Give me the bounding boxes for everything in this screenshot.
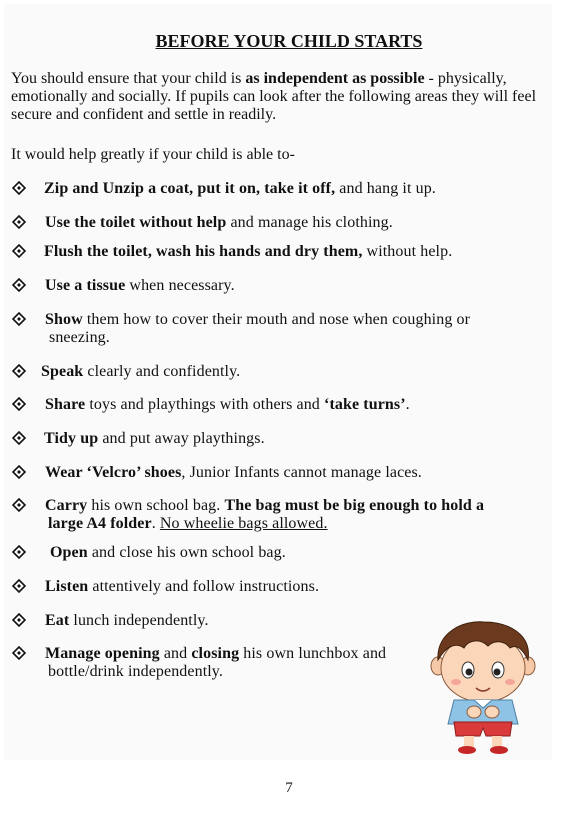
list-item-text-line2: sneezing.	[49, 329, 110, 346]
page-title: BEFORE YOUR CHILD STARTS	[155, 31, 423, 51]
item-bold: Wear ‘Velcro’ shoes	[45, 464, 182, 481]
item-rest: and hang it up.	[335, 180, 436, 197]
item-line2-bold: large A4 folder	[48, 515, 152, 532]
item-bold: Speak	[41, 363, 84, 380]
item-rest: clearly and confidently.	[83, 363, 241, 380]
item-rest: and put away playthings.	[98, 430, 265, 447]
intro-text-2: - physically, emotionally and socially. If pupils can look after the following areas they will feel secure and confident and settle in readily.	[11, 70, 537, 123]
list-item-text	[45, 497, 484, 515]
cartoon-boy-illustration	[424, 618, 542, 756]
list-item-text	[44, 430, 265, 448]
item-bold: Eat	[45, 612, 70, 629]
item-bold: Zip and Unzip a coat, put it on, take it off,	[44, 180, 336, 197]
item-bold-2: The bag must be big enough to hold a	[224, 497, 485, 514]
diamond-bullet-icon	[12, 465, 26, 479]
diamond-bullet-icon	[12, 278, 26, 292]
list-item-text	[45, 396, 410, 414]
item-rest: , Junior Infants cannot manage laces.	[181, 464, 422, 481]
item-bold: Tidy up	[44, 430, 99, 447]
list-item-text	[41, 363, 240, 381]
item-rest-2: .	[405, 396, 410, 413]
page-number: 7	[285, 780, 293, 796]
diamond-bullet-icon	[12, 215, 26, 229]
diamond-bullet-icon	[12, 312, 26, 326]
item-line2-underlined: No wheelie bags allowed.	[159, 515, 328, 532]
item-bold: Carry	[45, 497, 88, 514]
diamond-bullet-icon	[12, 431, 26, 445]
item-rest: and	[159, 645, 192, 662]
list-item-text	[45, 578, 319, 596]
diamond-bullet-icon	[12, 646, 26, 660]
item-bold: Use the toilet without help	[45, 214, 227, 231]
item-rest: toys and playthings with others and	[85, 396, 325, 413]
item-rest: attentively and follow instructions.	[88, 578, 320, 595]
item-rest-2: his own lunchbox and	[239, 645, 387, 662]
diamond-bullet-icon	[12, 181, 26, 195]
diamond-bullet-icon	[12, 364, 26, 378]
list-item-text	[50, 544, 286, 562]
list-item-text	[45, 612, 209, 630]
list-item-text	[45, 645, 386, 663]
item-rest: and close his own school bag.	[87, 544, 286, 561]
item-bold: Show	[45, 311, 83, 328]
item-bold: Use a tissue	[45, 277, 126, 294]
item-rest: lunch independently.	[69, 612, 209, 629]
list-item-text	[45, 214, 393, 232]
item-rest: his own school bag.	[87, 497, 225, 514]
diamond-bullet-icon	[12, 613, 26, 627]
item-rest: and manage his clothing.	[226, 214, 393, 231]
list-item-text	[45, 277, 235, 295]
diamond-bullet-icon	[12, 397, 26, 411]
intro-text-1: You should ensure that your child is	[11, 70, 246, 87]
item-bold: Share	[45, 396, 86, 413]
item-rest: them how to cover their mouth and nose when coughing or	[82, 311, 471, 328]
list-item-text	[44, 243, 452, 261]
diamond-bullet-icon	[12, 244, 26, 258]
list-item-text-line2	[48, 515, 328, 533]
diamond-bullet-icon	[12, 545, 26, 559]
item-rest: without help.	[362, 243, 453, 260]
list-item-text-line2: bottle/drink independently.	[48, 663, 223, 680]
item-bold-2: ‘take turns’	[324, 396, 406, 413]
item-bold-2: closing	[191, 645, 240, 662]
item-bold: Open	[50, 544, 88, 561]
list-item-text	[45, 464, 422, 482]
item-bold: Listen	[45, 578, 89, 595]
item-bold: Flush the toilet, wash his hands and dry them,	[44, 243, 363, 260]
list-item-text	[44, 180, 436, 198]
lead-sentence: It would help greatly if your child is able to-	[11, 146, 295, 163]
diamond-bullet-icon	[12, 579, 26, 593]
item-rest: when necessary.	[125, 277, 235, 294]
diamond-bullet-icon	[12, 498, 26, 512]
intro-paragraph	[11, 70, 556, 124]
list-item-text	[45, 311, 470, 329]
item-bold: Manage opening	[45, 645, 160, 662]
intro-bold-text: as independent as possible	[245, 70, 425, 87]
item-line2-rest: .	[151, 515, 160, 532]
